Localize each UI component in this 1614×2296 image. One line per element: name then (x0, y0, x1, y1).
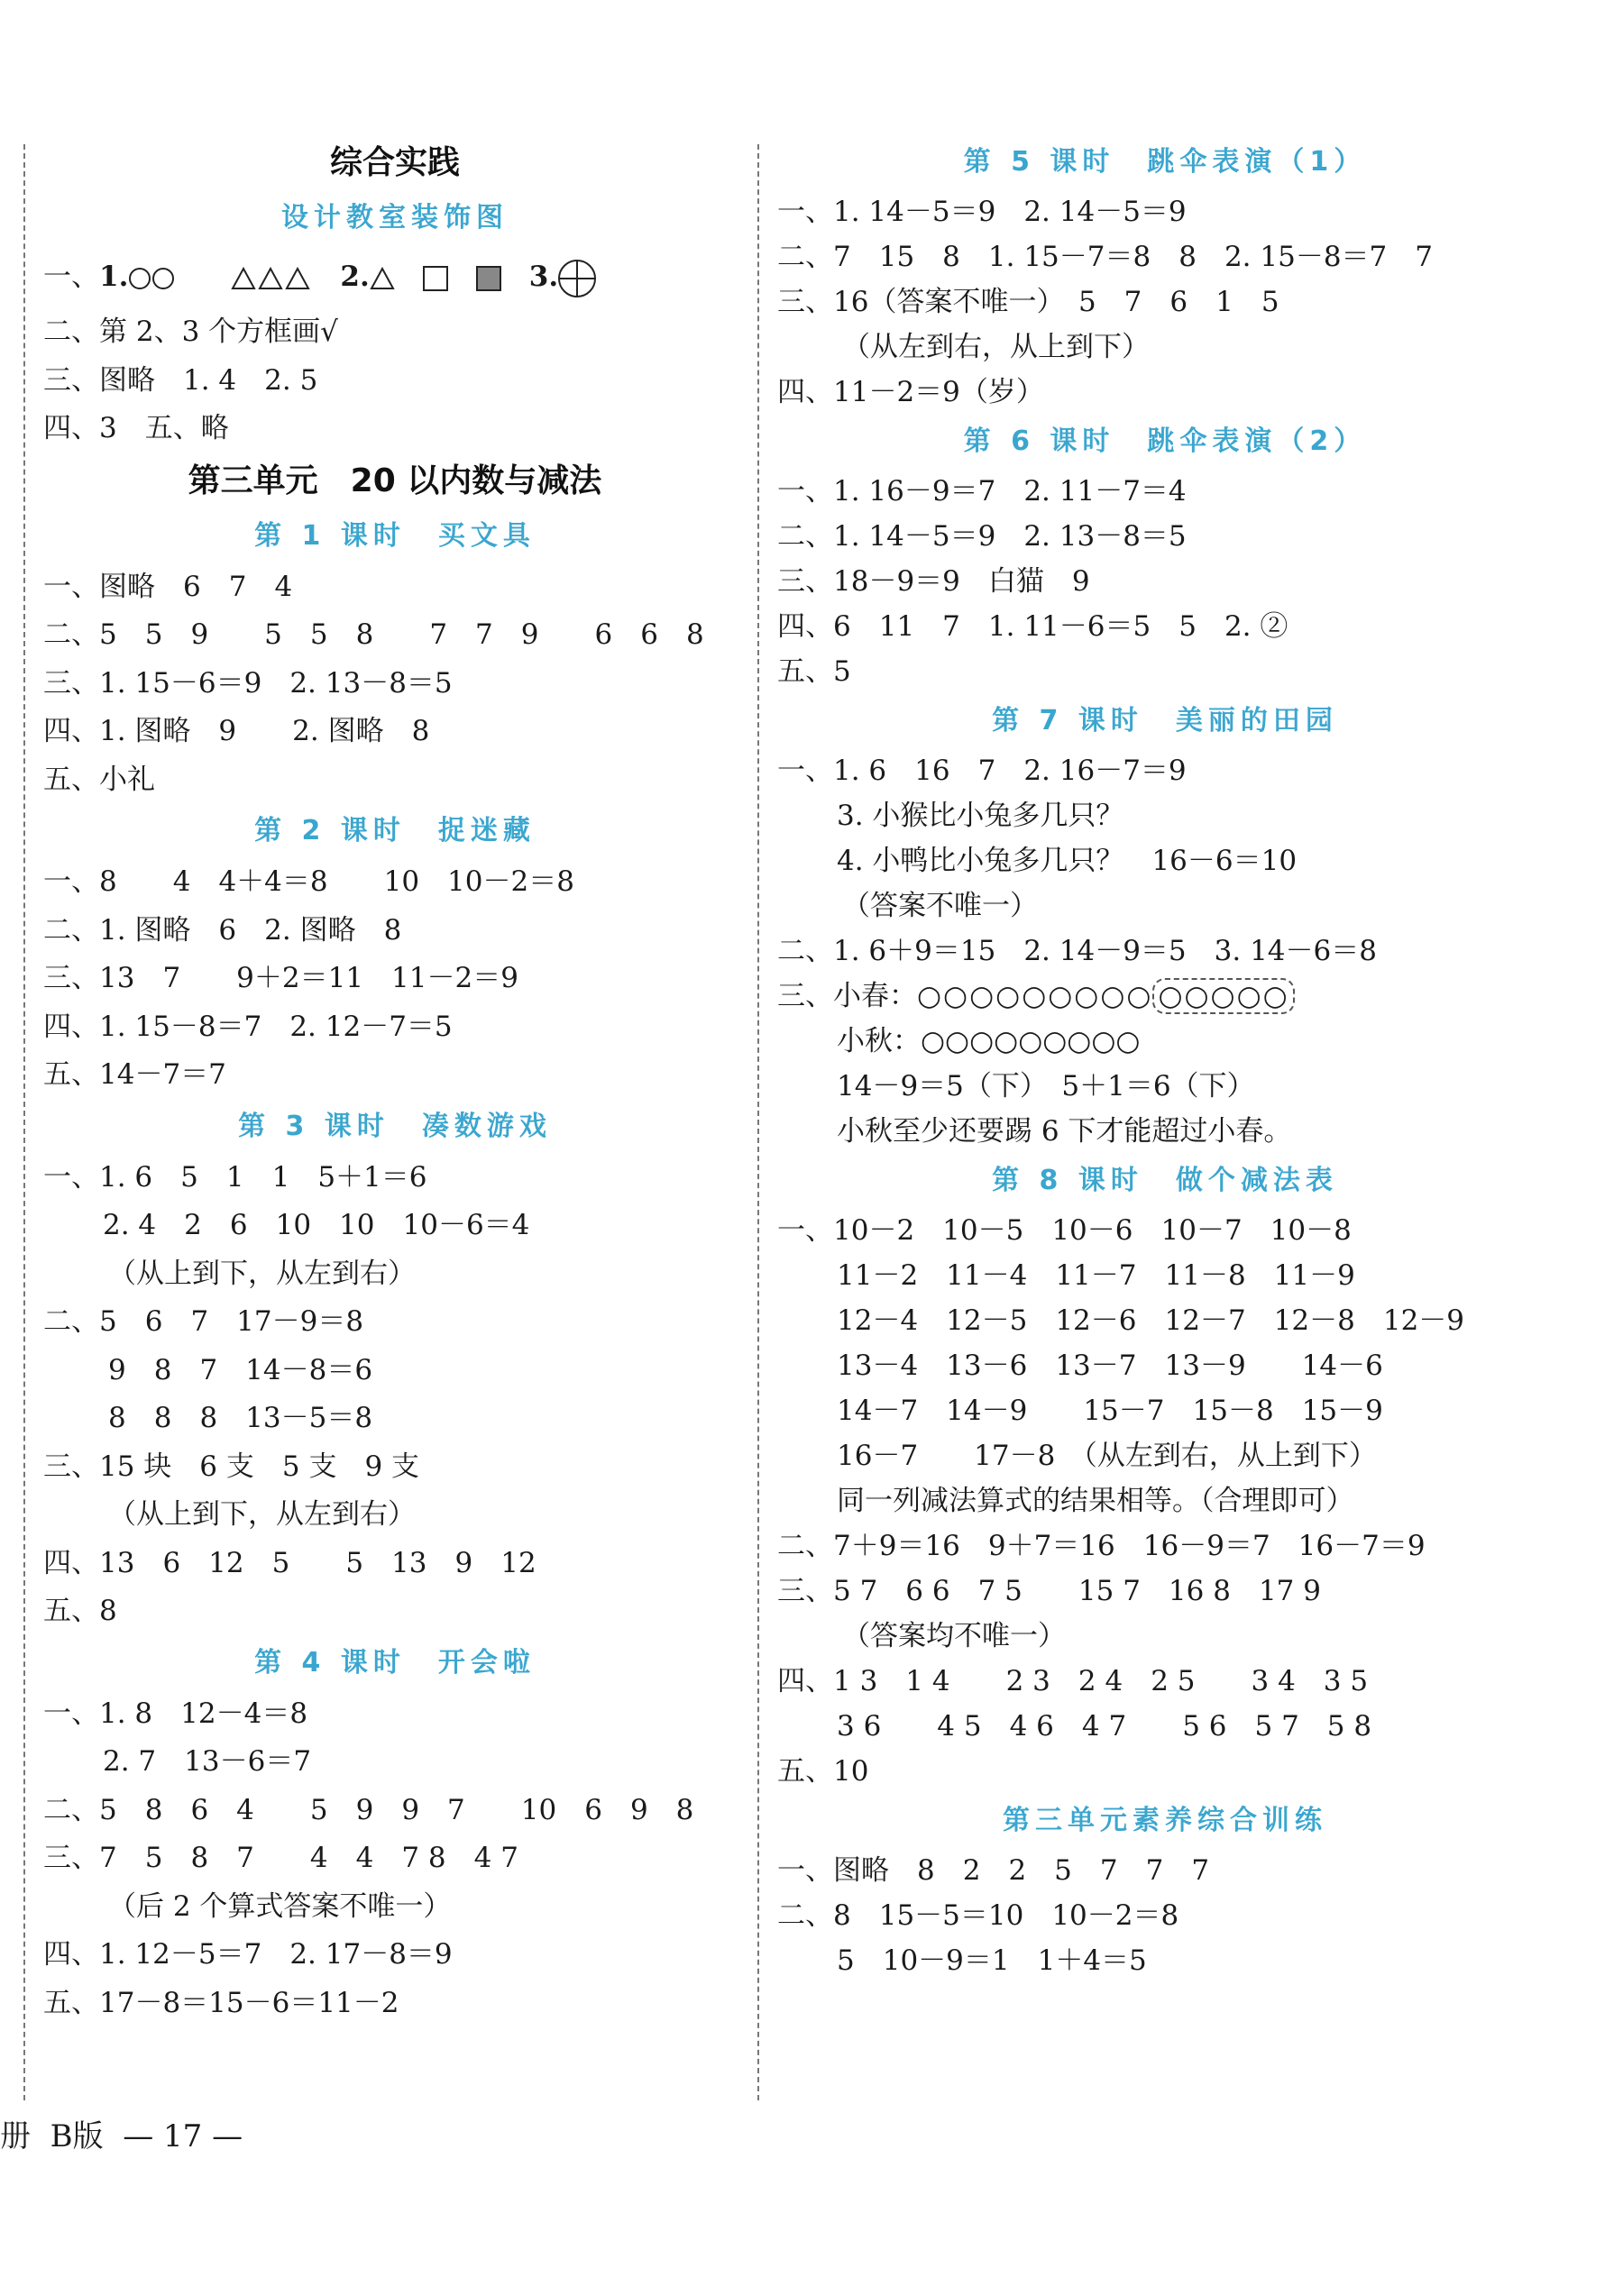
answer-line: 五、17－8＝15－6＝11－2 (43, 1986, 399, 2019)
answer-line: 二、7 15 8 1. 15－7＝8 8 2. 15－8＝7 7 (777, 241, 1433, 273)
line-prefix: 一、 (43, 261, 99, 293)
answer-line: 二、5 6 7 17－9＝8 (43, 1305, 364, 1338)
square-icon (423, 266, 448, 291)
answer-line: 四、6 11 7 1. 11－6＝5 5 2. ② (777, 610, 1288, 643)
lesson-1-title: 第 1 课时 买文具 (254, 519, 536, 552)
answer-line: 五、5 (777, 655, 851, 688)
practice-line-4: 四、3 五、略 (43, 412, 229, 444)
answer-line: 二、5 5 9 5 5 8 7 7 9 6 6 8 (43, 618, 704, 651)
circle-icon (129, 268, 151, 289)
answer-line: 五、14－7＝7 (43, 1058, 226, 1091)
answer-line: 14－9＝5（下） 5＋1＝6（下） (837, 1070, 1255, 1102)
lesson-7-title: 第 7 课时 美丽的田园 (992, 705, 1338, 736)
answer-line: 3. 小猴比小兔多几只？ (837, 800, 1124, 832)
lesson-5-title: 第 5 课时 跳伞表演（1） (963, 146, 1367, 178)
answer-line: 一、图略 6 7 4 (43, 570, 293, 603)
lesson-2-title: 第 2 课时 捉迷藏 (254, 815, 536, 846)
answer-line: 3 6 4 5 4 6 4 7 5 6 5 7 5 8 (837, 1710, 1372, 1743)
lesson-4-title: 第 4 课时 开会啦 (254, 1646, 536, 1679)
triangle-icon (370, 267, 395, 290)
answer-line: 一、1. 8 12－4＝8 (43, 1697, 308, 1730)
answer-line: 2. 7 13－6＝7 (103, 1745, 312, 1778)
answer-line: 四、1. 图略 9 2. 图略 8 (43, 715, 430, 747)
practice-line-3: 三、图略 1. 4 2. 5 (43, 363, 318, 397)
answer-line: 16－7 17－8 （从左到右，从上到下） (837, 1440, 1377, 1472)
answer-line: 三、1. 15－6＝9 2. 13－8＝5 (43, 666, 453, 700)
xiaochun-circles-line (777, 974, 1553, 1019)
answer-line: 四、11－2＝9（岁） (777, 376, 1044, 408)
page-footer: 册 B版 — 17 — (0, 2118, 243, 2154)
answer-line: （从上到下，从左到右） (108, 1257, 416, 1290)
lesson-8-title: 第 8 课时 做个减法表 (992, 1165, 1338, 1196)
practice-line-1 (43, 245, 747, 308)
answer-line: 一、1. 16－9＝7 2. 11－7＝4 (777, 475, 1187, 508)
answer-line: 2. 4 2 6 10 10 10－6＝4 (103, 1209, 530, 1241)
answer-line: 三、13 7 9＋2＝11 11－2＝9 (43, 962, 518, 994)
answer-line: 二、1. 14－5＝9 2. 13－8＝5 (777, 520, 1187, 553)
circle-icon (152, 268, 174, 289)
answer-line: （后 2 个算式答案不唯一） (108, 1889, 452, 1923)
answer-line: 11－2 11－4 11－7 11－8 11－9 (837, 1259, 1355, 1292)
right-column (777, 135, 1553, 1983)
answer-line: 8 8 8 13－5＝8 (108, 1402, 373, 1434)
answer-line: 二、7＋9＝16 9＋7＝16 16－9＝7 16－7＝9 (777, 1530, 1426, 1562)
answer-line: （答案不唯一） (842, 890, 1038, 922)
answer-line: 五、10 (777, 1755, 869, 1788)
lesson-6-title: 第 6 课时 跳伞表演（2） (963, 425, 1367, 457)
answer-line: 4. 小鸭比小兔多几只？ 16－6＝10 (837, 845, 1298, 877)
answer-line: 同一列减法算式的结果相等。（合理即可） (837, 1485, 1354, 1517)
xiaochun-extra-circles: ○○○○○ (1152, 978, 1294, 1014)
unit-three-title: 第三单元 20 以内数与减法 (188, 462, 602, 499)
answer-line: 三、15 块 6 支 5 支 9 支 (43, 1450, 420, 1483)
left-column (43, 135, 747, 2027)
answer-line: 一、1. 6 16 7 2. 16－7＝9 (777, 755, 1187, 787)
answer-line: 二、1. 图略 6 2. 图略 8 (43, 913, 402, 947)
answer-line: 5 10－9＝1 1＋4＝5 (837, 1944, 1147, 1977)
answer-line: 四、1. 12－5＝7 2. 17－8＝9 (43, 1938, 453, 1971)
answer-line: 一、1. 6 5 1 1 5＋1＝6 (43, 1160, 427, 1194)
quartered-circle-icon (558, 260, 596, 297)
answer-line: 三、18－9＝9 白猫 9 (777, 565, 1090, 598)
answer-line: 四、1 3 1 4 2 3 2 4 2 5 3 4 3 5 (777, 1665, 1369, 1697)
answer-line: （从上到下，从左到右） (108, 1498, 416, 1531)
answer-line: 14－7 14－9 15－7 15－8 15－9 (837, 1395, 1383, 1427)
answer-line: 二、8 15－5＝10 10－2＝8 (777, 1899, 1179, 1932)
practice-subtitle: 设计教室装饰图 (281, 202, 509, 233)
answer-line: （答案均不唯一） (842, 1620, 1066, 1652)
answer-line: 13－4 13－6 13－7 13－9 14－6 (837, 1349, 1383, 1382)
item-number: 3. (528, 261, 559, 293)
xiaochun-circles: ○○○○○○○○○ (917, 980, 1153, 1012)
answer-line: 一、图略 8 2 2 5 7 7 7 (777, 1854, 1210, 1887)
answer-line: 三、16（答案不唯一） 5 7 6 1 5 (777, 286, 1279, 318)
answer-line: 二、1. 6＋9＝15 2. 14－9＝5 3. 14－6＝8 (777, 935, 1377, 967)
center-dashed-divider (757, 144, 759, 2100)
practice-title: 综合实践 (329, 144, 460, 181)
answer-line: 小秋至少还要踢 6 下才能超过小春。 (837, 1115, 1292, 1148)
xiaochun-label: 三、小春： (777, 980, 917, 1012)
answer-line: 9 8 7 14－8＝6 (108, 1353, 373, 1386)
answer-line: 一、10－2 10－5 10－6 10－7 10－8 (777, 1214, 1352, 1247)
item-number: 1. (99, 261, 129, 293)
answer-line: 五、小礼 (43, 763, 155, 796)
answer-line: 四、13 6 12 5 5 13 9 12 (43, 1546, 536, 1579)
answer-line: 四、1. 15－8＝7 2. 12－7＝5 (43, 1010, 453, 1043)
answer-line: （从左到右，从上到下） (842, 331, 1150, 363)
answer-line: 五、8 (43, 1595, 117, 1627)
triangles-icon (231, 267, 312, 290)
xiaoqiu-circles-line: 小秋：○○○○○○○○○ (837, 1025, 1141, 1057)
lesson-3-title: 第 3 课时 凑数游戏 (238, 1110, 552, 1142)
left-dashed-margin (23, 144, 25, 2100)
answer-line: 一、1. 14－5＝9 2. 14－5＝9 (777, 196, 1187, 228)
answer-line: 一、8 4 4＋4＝8 10 10－2＝8 (43, 865, 574, 898)
item-number: 2. (340, 261, 370, 293)
answer-line: 三、5 7 6 6 7 5 15 7 16 8 17 9 (777, 1575, 1321, 1607)
answer-line: 二、5 8 6 4 5 9 9 7 10 6 9 8 (43, 1793, 694, 1826)
shaded-square-icon (476, 266, 501, 291)
answer-line: 12－4 12－5 12－6 12－7 12－8 12－9 (837, 1304, 1465, 1337)
answer-line: 三、7 5 8 7 4 4 7 8 4 7 (43, 1842, 518, 1874)
practice-line-2: 二、第 2、3 个方框画√ (43, 316, 338, 348)
unit-three-training-title: 第三单元素养综合训练 (1003, 1805, 1327, 1836)
